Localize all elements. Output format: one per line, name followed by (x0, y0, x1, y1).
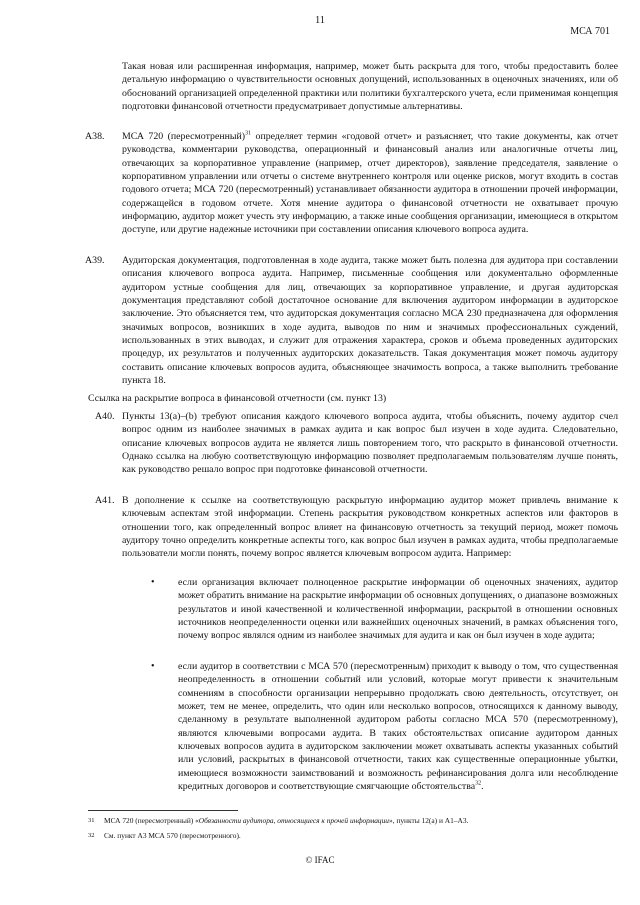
bullet-marker-2: • (151, 661, 155, 672)
bullet-item-1: если организация включает полноценное раскрытие информации об оценочных значениях, аудитор может обратить внимание на раскрытие информации об основных допущениях, о диапазоне возможных результатов и иной качественной и количественной информации, раскрытой в отношении основных источников неопределенности оценки или важнейших оценочных значений, в рамках объяснения того, почему вопрос являлся одним из наиболее значимых для аудита и как он был изучен в ходе аудита; (178, 577, 619, 642)
paragraph-a38 (122, 130, 618, 237)
bullet-item-2 (178, 660, 618, 793)
bullet-item-2-end: . (481, 781, 484, 793)
footnote-31-title: Обязанности аудитора, относящиеся к прочей информации (198, 816, 389, 825)
page-footer: © IFAC (305, 855, 335, 865)
footnote-number-32: 32 (88, 832, 95, 839)
footnote-ref-32[interactable]: 32 (475, 780, 482, 787)
bullet-marker-1: • (151, 577, 155, 588)
footnote-ref-31[interactable]: 31 (245, 130, 252, 137)
bullet-item-2-text: если аудитор в соответствии с МСА 570 (пересмотренным) приходит к выводу о том, что существенная неопределенность в отношении событий или условий, которые могут привести к значительным сомнениям в способности организации непрерывно продолжать свою деятельность, отсутствует, он может, тем не менее, определить, что один или несколько вопросов, относящихся к данному выводу, сделанному в результате выполненной аудитором работы согласно МСА 570 (пересмотренному), являются ключевыми вопросами аудита. В таких обстоятельствах описание аудитором данных ключевых вопросов аудита в аудиторском заключении может охватывать аспекты указанных событий или условий, раскрытых в финансовой отчетности, таких как существенные операционные убытки, имеющиеся возможности заимствований и возможность рефинансирования долга или несоблюдение кредитных договоров и соответствующие смягчающие обстоятельства (178, 661, 618, 793)
footnote-separator (88, 810, 238, 811)
page-number: 11 (314, 15, 326, 26)
footnote-32: См. пункт А3 МСА 570 (пересмотренного). (104, 831, 241, 840)
section-subheading: Ссылка на раскрытие вопроса в финансовой отчетности (см. пункт 13) (88, 393, 387, 404)
paragraph-number-a39: A39. (85, 255, 105, 266)
intro-paragraph: Такая новая или расширенная информация, например, может быть раскрыта для того, чтобы предоставить более детальную информацию о чувствительности основных допущений, использованных в оценочных значениях, или об обоснований организацией определенной практики или политики бухгалтерского учета, если применимая концепция подготовки финансовой отчетности предусматривает допустимые альтернативы. (122, 61, 618, 113)
footnote-31 (104, 816, 468, 826)
paragraph-a41: В дополнение к ссылке на соответствующую раскрытую информацию аудитор может привлечь внимание к ключевым аспектам этой информации. Степень раскрытия руководством конкретных аспектов или факторов в отношении того, как определенный вопрос влияет на финансовую отчетность за текущий период, может помочь аудитору точно определить конкретные аспекты того, как вопрос был изучен в рамках аудита, чтобы предполагаемые пользователи могли понять, почему вопрос является ключевым вопросом аудита. Например: (122, 495, 618, 560)
a38-text-start: МСА 720 (пересмотренный) (122, 131, 246, 142)
paragraph-number-a40: A40. (95, 411, 115, 422)
footnote-number-31: 31 (88, 817, 95, 824)
paragraph-number-a41: A41. (95, 495, 115, 506)
footnote-31-post: », пункты 12(а) и А1–А3. (389, 816, 469, 825)
paragraph-number-a38: A38. (85, 131, 105, 142)
standard-reference: МСА 701 (570, 26, 610, 37)
a38-text-rest: определяет термин «годовой отчет» и разъясняет, что такие документы, как отчет руководства, комментарии руководства, операционный и финансовый анализ или аналогичные отчеты лиц, отвечающих за корпоративное управление (например, отчет директоров), заявление председателя, заявление о корпоративном управлении или отчеты о системе внутреннего контроля или оценке рисков, могут входить в состав годового отчета; МСА 720 (пересмотренный) устанавливает обязанности аудитора в отношении прочей информации, содержащейся в годовом отчете. Хотя мнение аудитора о финансовой отчетности не охватывает прочую информацию, аудитор может учесть эту информацию, а также иные сообщения организации, имеющиеся в открытом доступе, или другие надежные источники при составлении описания ключевого вопроса аудита. (122, 131, 618, 236)
footnote-31-pre: МСА 720 (пересмотренный) « (104, 816, 199, 825)
paragraph-a39: Аудиторская документация, подготовленная в ходе аудита, также может быть полезна для аудитора при составлении описания ключевого вопроса аудита. Например, письменные сообщения или документально оформленные аудитором устные сообщения для лиц, отвечающих за корпоративное управление, и другая аудиторская документация представляют собой достаточное основание для включения аудитором информации в аудиторское заключение. Это объясняется тем, что аудиторская документация согласно МСА 230 предназначена для оформления значимых вопросов, возникших в ходе аудита, выводов по ним и значимых профессиональных суждений, использованных в этих выводах, и служит для отражения характера, сроков и объема проведенных аудиторских процедур, их результатов и полученных аудиторских доказательств. Такая документация может помочь аудитору составить описание ключевых вопросов аудита, объясняющее значимость вопроса, а также выполнить требование пункта 18. (122, 255, 618, 387)
paragraph-a40: Пункты 13(а)–(b) требуют описания каждого ключевого вопроса аудита, чтобы объяснить, почему аудитор счел вопрос одним из наиболее значимых в рамках аудита и как вопрос был изучен в ходе аудита. Следовательно, описание ключевых вопросов аудита не является лишь повторением того, что раскрыто в финансовой отчетности. Однако ссылка на любую соответствующую информацию позволяет предполагаемым пользователям лучше понять, как руководство решало вопрос при подготовке финансовой отчетности. (122, 411, 618, 476)
